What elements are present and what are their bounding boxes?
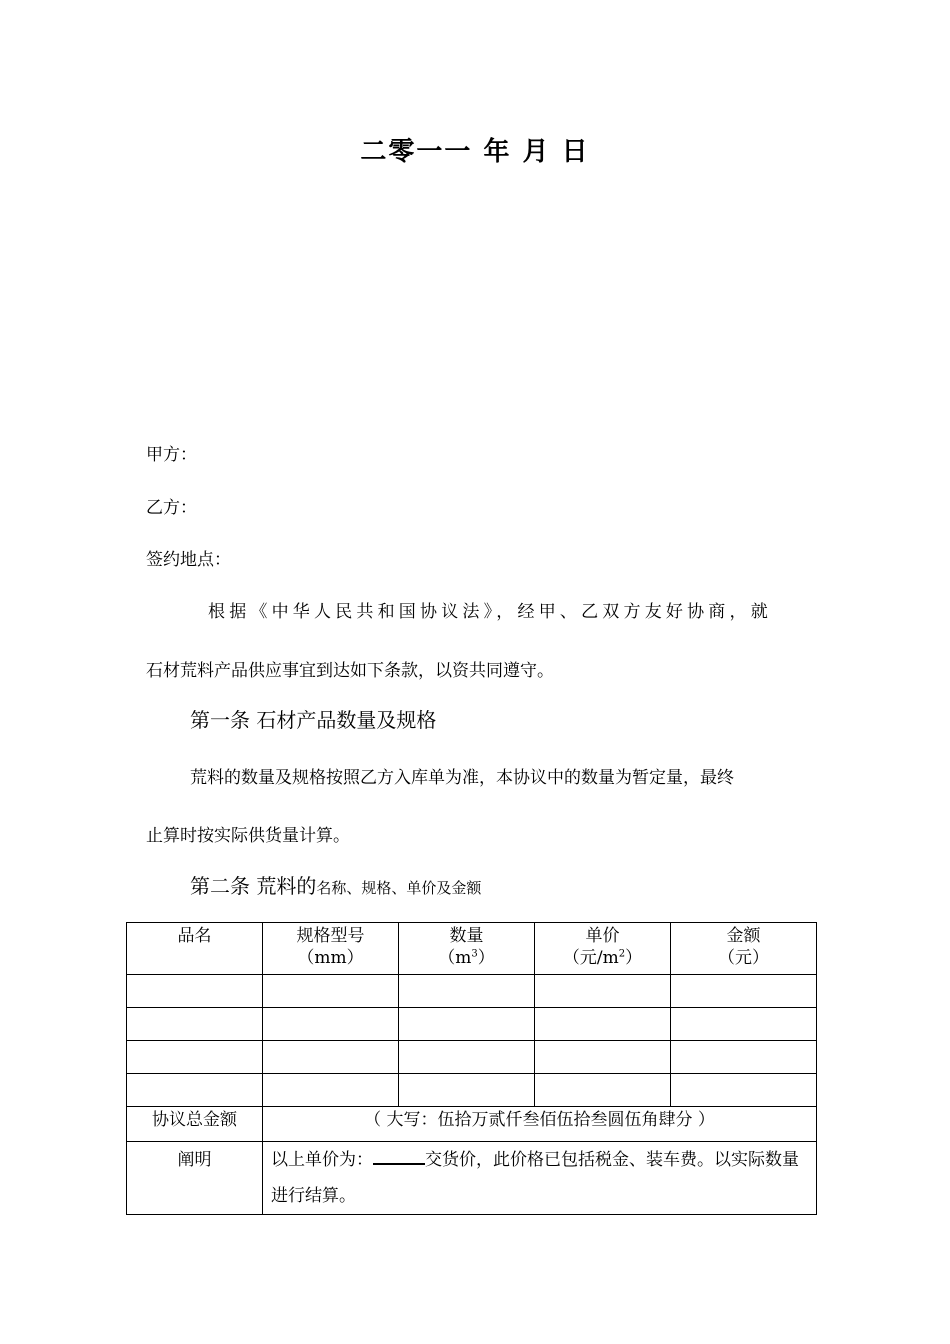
article-1-title: 第一条 石材产品数量及规格 [190, 708, 437, 732]
table-cell [127, 1008, 263, 1041]
party-a-label: 甲方： [146, 445, 197, 465]
header-amount: 金额 （元） [671, 923, 817, 975]
table-cell [535, 1074, 671, 1107]
note-text: 以上单价为： 交货价，此价格已包括税金、装车费。以实际数量进行结算。 [263, 1142, 817, 1215]
article-1-line-1: 荒料的数量及规格按照乙方入库单为准，本协议中的数量为暂定量，最终 [190, 768, 734, 788]
total-value: （ 大写：伍拾万贰仟叁佰伍拾叁圆伍角肆分 ） [263, 1107, 817, 1142]
table-row [127, 1074, 817, 1107]
table-header-row [127, 923, 817, 975]
table-cell [671, 975, 817, 1008]
table-cell [263, 1074, 399, 1107]
table-cell [671, 1008, 817, 1041]
party-b-label: 乙方： [146, 498, 197, 518]
document-date: 二零一一 年 月 日 [360, 137, 590, 167]
signing-place-label: 签约地点： [146, 550, 231, 570]
table-cell [263, 1041, 399, 1074]
article-1-line-2: 止算时按实际供货量计算。 [146, 826, 350, 846]
table-cell [127, 1041, 263, 1074]
table-row [127, 1041, 817, 1074]
table-cell [127, 1074, 263, 1107]
table-cell [263, 1008, 399, 1041]
table-cell [263, 975, 399, 1008]
total-label: 协议总金额 [127, 1107, 263, 1142]
table-cell [399, 1041, 535, 1074]
article-2-title-bold: 第二条 荒料的 [190, 874, 317, 898]
article-2-title [190, 870, 481, 899]
price-table [126, 922, 817, 1215]
intro-line-1: 根据《中华人民共和国协议法》，经甲、乙双方友好协商，就 [208, 602, 772, 622]
table-cell [671, 1074, 817, 1107]
price-type-blank [373, 1145, 425, 1165]
header-quantity: 数量 $(m^3)$ [399, 923, 535, 975]
article-2-title-small: 名称、规格、单价及金额 [316, 879, 482, 897]
table-cell [535, 975, 671, 1008]
table-cell [399, 975, 535, 1008]
intro-line-2: 石材荒料产品供应事宜到达如下条款，以资共同遵守。 [146, 661, 554, 681]
table-cell [671, 1041, 817, 1074]
table-row [127, 975, 817, 1008]
header-product-name: 品名 [127, 923, 263, 975]
header-unit-price: 单价 （元$/m^2$） [535, 923, 671, 975]
total-row [127, 1107, 817, 1142]
note-row [127, 1142, 817, 1215]
table-cell [127, 975, 263, 1008]
table-cell [399, 1008, 535, 1041]
note-label: 阐明 [127, 1142, 263, 1215]
table-cell [535, 1041, 671, 1074]
table-cell [399, 1074, 535, 1107]
table-cell [535, 1008, 671, 1041]
table-row [127, 1008, 817, 1041]
header-spec-model: 规格型号 （mm） [263, 923, 399, 975]
